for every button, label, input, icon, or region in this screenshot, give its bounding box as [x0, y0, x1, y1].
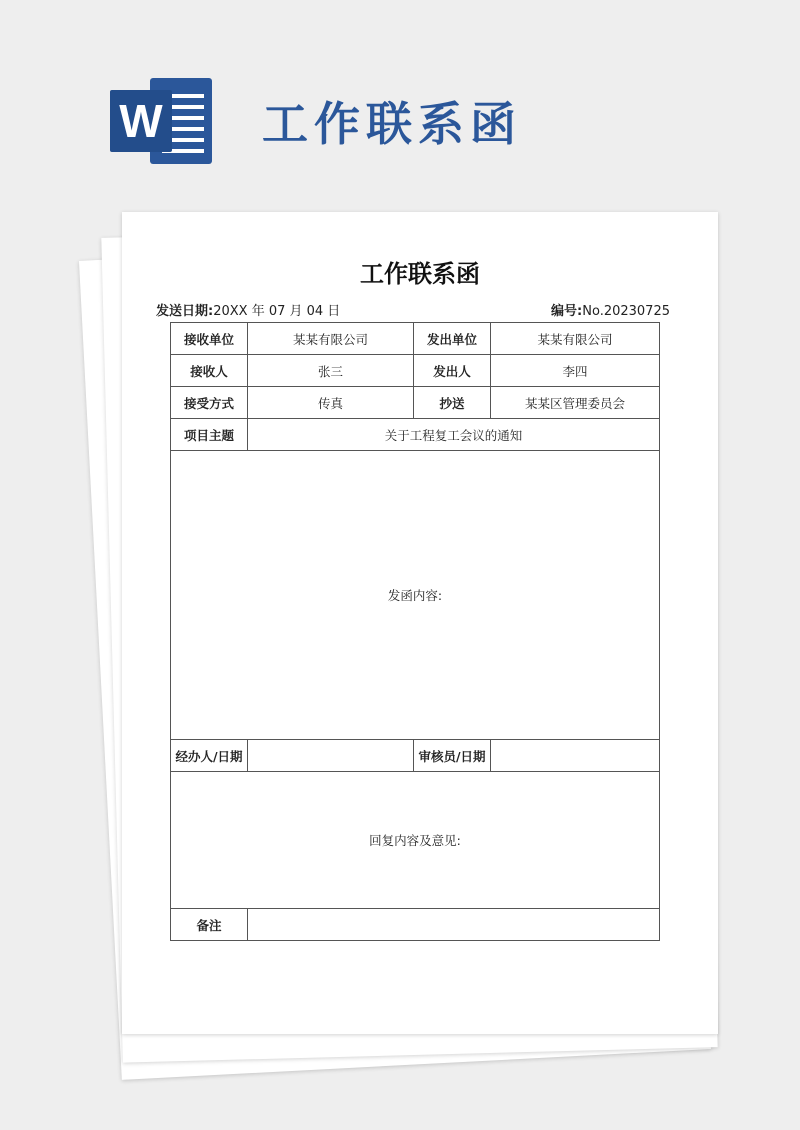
document-page: [122, 212, 718, 1034]
receiver-unit-label: 接收单位: [171, 323, 248, 355]
subject-value[interactable]: 关于工程复工会议的通知: [248, 419, 660, 451]
table-row: [171, 355, 660, 387]
sender-unit-label: 发出单位: [414, 323, 491, 355]
reviewer-value[interactable]: [491, 740, 660, 772]
handler-label: 经办人/日期: [171, 740, 248, 772]
reviewer-label: 审核员/日期: [414, 740, 491, 772]
remarks-label: 备注: [171, 909, 248, 941]
contact-form-table: [170, 322, 660, 941]
receiver-label: 接收人: [171, 355, 248, 387]
document-title: 工作联系函: [360, 260, 480, 288]
cc-value[interactable]: 某某区管理委员会: [491, 387, 660, 419]
table-row: [171, 323, 660, 355]
receiver-unit-value[interactable]: 某某有限公司: [248, 323, 414, 355]
send-date-value: 20XX 年 07 月 04 日: [213, 304, 341, 319]
header-title: 工作联系函: [262, 97, 522, 151]
reply-label: 回复内容及意见:: [369, 833, 461, 848]
logo-letter: W: [110, 90, 172, 152]
cc-label: 抄送: [414, 387, 491, 419]
number-value: No.20230725: [582, 304, 670, 319]
receiver-value[interactable]: 张三: [248, 355, 414, 387]
reply-area[interactable]: [171, 772, 660, 909]
handler-value[interactable]: [248, 740, 414, 772]
remarks-value[interactable]: [248, 909, 660, 941]
word-logo-icon: [110, 78, 214, 164]
sender-unit-value[interactable]: 某某有限公司: [491, 323, 660, 355]
table-row: [171, 740, 660, 772]
content-label: 发函内容:: [387, 588, 443, 603]
number-label: 编号:: [551, 304, 583, 319]
table-row: [171, 909, 660, 941]
content-area[interactable]: [171, 451, 660, 740]
subject-label: 项目主题: [171, 419, 248, 451]
sender-value[interactable]: 李四: [491, 355, 660, 387]
method-label: 接受方式: [171, 387, 248, 419]
send-date: [156, 300, 340, 319]
sender-label: 发出人: [414, 355, 491, 387]
table-row: [171, 387, 660, 419]
table-row: [171, 451, 660, 740]
send-date-label: 发送日期:: [156, 304, 214, 319]
document-number: [551, 300, 670, 319]
table-row: [171, 772, 660, 909]
table-row: [171, 419, 660, 451]
method-value[interactable]: 传真: [248, 387, 414, 419]
